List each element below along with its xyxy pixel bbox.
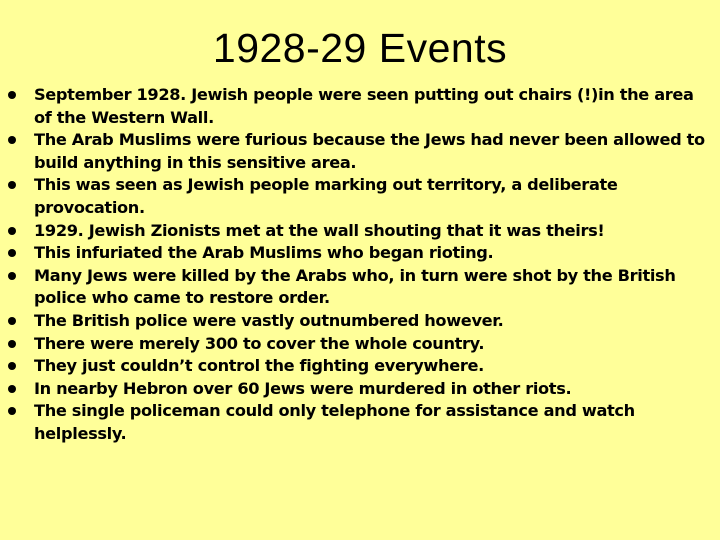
bullet-dot-icon bbox=[8, 407, 16, 415]
bullet-dot-icon bbox=[8, 181, 16, 189]
bullet-text: The Arab Muslims were furious because the Jews had never been allowed to build anything in this sensitive area. bbox=[34, 130, 705, 172]
bullet-dot-icon bbox=[8, 317, 16, 325]
bullet-item bbox=[8, 174, 708, 219]
bullet-text: In nearby Hebron over 60 Jews were murdered in other riots. bbox=[34, 378, 572, 398]
bullet-dot-icon bbox=[8, 91, 16, 99]
bullet-text: The British police were vastly outnumbered however. bbox=[34, 310, 504, 330]
bullet-item bbox=[8, 310, 708, 333]
bullet-text: This infuriated the Arab Muslims who began rioting. bbox=[34, 243, 494, 263]
bullet-text: Many Jews were killed by the Arabs who, in turn were shot by the British police who came to restore order. bbox=[34, 265, 676, 308]
bullet-item bbox=[8, 400, 708, 445]
bullet-text: The single policeman could only telephone for assistance and watch helplessly. bbox=[34, 401, 635, 443]
bullet-dot-icon bbox=[8, 385, 16, 393]
bullet-item bbox=[8, 129, 708, 174]
bullet-text: There were merely 300 to cover the whole country. bbox=[34, 333, 485, 353]
bullet-text: This was seen as Jewish people marking out territory, a deliberate provocation. bbox=[34, 175, 618, 217]
bullet-item bbox=[8, 378, 708, 401]
bullet-item bbox=[8, 355, 708, 378]
bullet-dot-icon bbox=[8, 249, 16, 257]
bullet-item bbox=[8, 220, 708, 243]
bullet-item bbox=[8, 242, 708, 265]
bullet-item bbox=[8, 333, 708, 356]
slide-title: 1928-29 Events bbox=[212, 25, 508, 71]
bullet-dot-icon bbox=[8, 272, 16, 280]
bullet-item bbox=[8, 265, 708, 310]
bullet-item bbox=[8, 84, 708, 129]
bullet-dot-icon bbox=[8, 362, 16, 370]
bullet-text: September 1928. Jewish people were seen putting out chairs (!)in the area of the Western Wall. bbox=[34, 85, 694, 127]
bullet-dot-icon bbox=[8, 340, 16, 348]
bullet-text: They just couldn’t control the fighting everywhere. bbox=[34, 356, 484, 376]
bullet-dot-icon bbox=[8, 227, 16, 235]
bullet-text: 1929. Jewish Zionists met at the wall shouting that it was theirs! bbox=[34, 220, 605, 240]
bullet-list bbox=[8, 84, 708, 446]
bullet-dot-icon bbox=[8, 136, 16, 144]
